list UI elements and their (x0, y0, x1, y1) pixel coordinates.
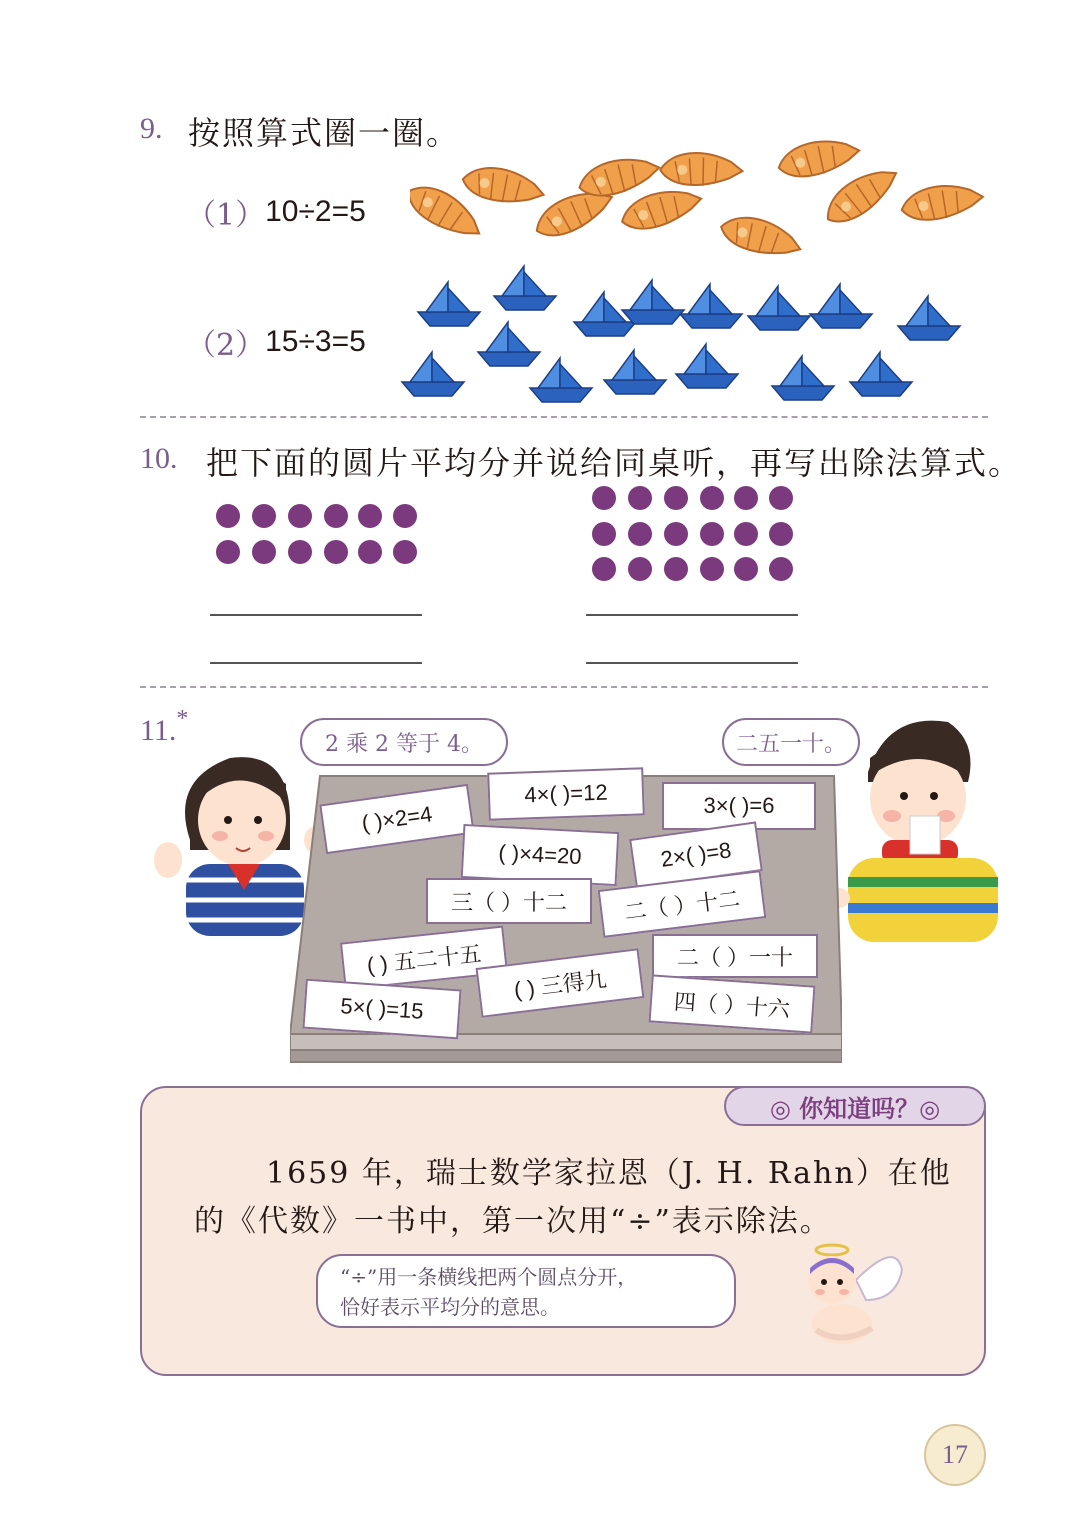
angel-illustration (776, 1240, 906, 1350)
card-san-dejiu[interactable]: ( ) 三得九 (476, 948, 645, 1018)
page-number: 17 (924, 1424, 986, 1486)
answer-line-left-1[interactable] (210, 614, 422, 616)
dot-group-18 (586, 482, 798, 588)
card-2x-eq-8[interactable]: 2×( )=8 (629, 821, 763, 888)
q9-item-2-equation: 15÷3=5 (265, 325, 366, 358)
q11-star: * (176, 706, 189, 732)
card-wu-ershiwu[interactable]: ( ) 五二十五 (340, 926, 508, 991)
answer-line-right-1[interactable] (586, 614, 798, 616)
card-5x-eq-15[interactable]: 5×( )=15 (302, 979, 461, 1040)
boy-speech-bubble: 二五一十。 (722, 718, 860, 766)
card-3x-eq-6[interactable]: 3×( )=6 (662, 782, 816, 830)
q10-title: 把下面的圆片平均分并说给同桌听，再写出除法算式。 (206, 444, 1023, 482)
q11-number-text: 11. (140, 714, 177, 747)
boy-illustration (828, 712, 1008, 942)
card-san-shier[interactable]: 三（ ）十二 (426, 878, 592, 924)
answer-line-left-2[interactable] (210, 662, 422, 664)
q9-item-2-label: （2） (186, 328, 266, 363)
tip-bubble (316, 1254, 736, 1328)
divider-2 (140, 686, 988, 688)
did-you-know-line-1: 1659 年，瑞士数学家拉恩（J. H. Rahn）在他 (266, 1156, 952, 1191)
q10-number: 10. (140, 442, 178, 475)
shells-illustration (410, 140, 990, 260)
paper-boats-illustration (398, 262, 978, 412)
card-4x-eq-12[interactable]: 4×( )=12 (487, 767, 645, 820)
q9-item-1-label: （1） (186, 198, 266, 233)
q9-item-1-equation: 10÷2=5 (265, 195, 366, 228)
card-si-shiliu[interactable]: 四（ ）十六 (649, 974, 816, 1033)
dot-group-12 (210, 500, 422, 570)
did-you-know-line-2: 的《代数》一书中，第一次用“÷”表示除法。 (194, 1204, 832, 1239)
q9-item-2 (186, 320, 366, 364)
q9-title: 按照算式圈一圈。 (188, 114, 461, 152)
tip-line-2: 恰好表示平均分的意思。 (340, 1295, 560, 1319)
did-you-know-tag: ◎ 你知道吗？◎ (724, 1086, 986, 1126)
card-er-shier[interactable]: 二（ ）十二 (598, 870, 767, 938)
tip-line-1: “÷”用一条横线把两个圆点分开， (340, 1265, 638, 1289)
q9-item-1 (186, 190, 366, 234)
card-er-yishi[interactable]: 二（ ）一十 (652, 934, 818, 978)
divider-1 (140, 416, 988, 418)
card-x4-eq-20[interactable]: ( )×4=20 (461, 824, 620, 886)
answer-line-right-2[interactable] (586, 662, 798, 664)
q9-number: 9. (140, 112, 163, 145)
card-x2-eq-4[interactable]: ( )×2=4 (319, 784, 474, 854)
girl-speech-bubble: 2 乘 2 等于 4。 (300, 718, 508, 766)
